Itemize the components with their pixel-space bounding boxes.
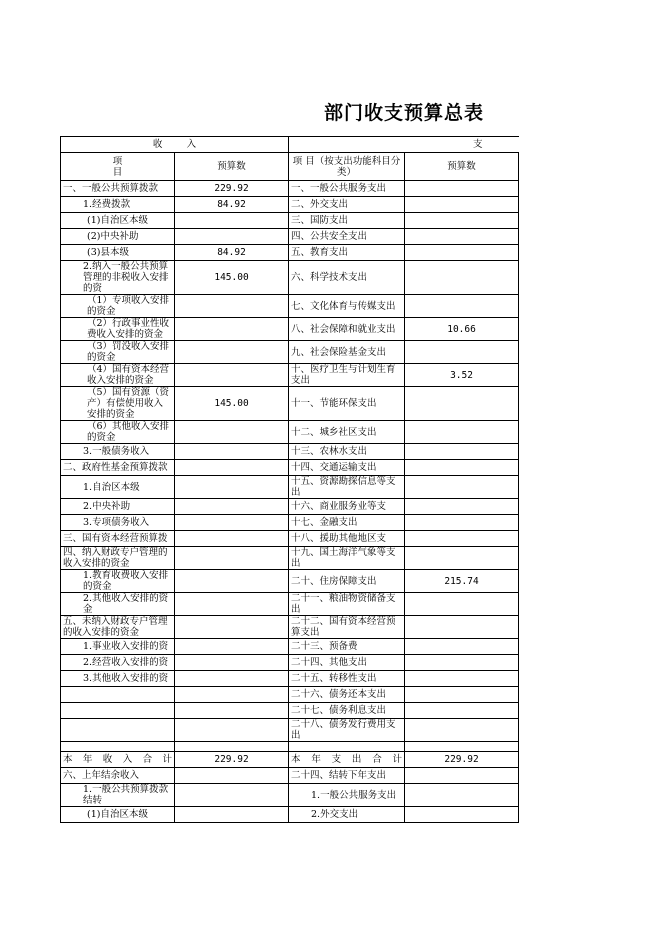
- expense-item: 二十、住房保障支出: [289, 570, 405, 593]
- spacer-row: [61, 742, 519, 752]
- expense-item: 八、社会保障和就业支出: [289, 318, 405, 341]
- table-row: [61, 261, 519, 295]
- income-item: 1.教育收费收入安排的资金: [61, 570, 175, 593]
- income-item: 四、纳入财政专户管理的收入安排的资金: [61, 547, 175, 570]
- table-row: [61, 213, 519, 229]
- table-row: [61, 318, 519, 341]
- income-item: 六、上年结余收入: [61, 768, 175, 784]
- income-item: （6）其他收入安排的资金: [61, 421, 175, 444]
- income-item: （5）国有资源（资产）有偿使用收入安排的资金: [61, 387, 175, 421]
- expense-amount: [405, 181, 519, 197]
- income-amount: [175, 570, 289, 593]
- table-row: [61, 784, 519, 807]
- expense-amount: [405, 444, 519, 460]
- income-amount: [175, 421, 289, 444]
- expense-item: 十七、金融支出: [289, 515, 405, 531]
- table-row: [61, 687, 519, 703]
- income-item: 1.自治区本级: [61, 476, 175, 499]
- income-budget-header: 预算数: [175, 153, 289, 181]
- expense-amount: [405, 421, 519, 444]
- expense-amount: [405, 295, 519, 318]
- expense-amount: 215.74: [405, 570, 519, 593]
- income-amount: 229.92: [175, 181, 289, 197]
- expense-amount: [405, 245, 519, 261]
- expense-item: 二十五、转移性支出: [289, 671, 405, 687]
- expense-amount: [405, 593, 519, 616]
- table-row: [61, 768, 519, 784]
- expense-amount: [405, 460, 519, 476]
- expense-item: 二十四、结转下年支出: [289, 768, 405, 784]
- expense-item: 十六、商业服务业等支: [289, 499, 405, 515]
- expense-item: 二十七、债务利息支出: [289, 703, 405, 719]
- table-row: [61, 460, 519, 476]
- expense-item: 十二、城乡社区支出: [289, 421, 405, 444]
- income-item: 2.其他收入安排的资金: [61, 593, 175, 616]
- income-item: 1.事业收入安排的资: [61, 639, 175, 655]
- income-item: 3.其他收入安排的资: [61, 671, 175, 687]
- expense-amount: [405, 213, 519, 229]
- expense-budget-header: 预算数: [405, 153, 519, 181]
- expense-item: 十三、农林水支出: [289, 444, 405, 460]
- income-item: 2.经营收入安排的资: [61, 655, 175, 671]
- table-row: [61, 387, 519, 421]
- income-item: （3）罚没收入安排的资金: [61, 341, 175, 364]
- table-row: [61, 245, 519, 261]
- expense-item: 七、文化体育与传媒支出: [289, 295, 405, 318]
- income-amount: [175, 719, 289, 742]
- income-item: [61, 687, 175, 703]
- budget-table: [60, 136, 519, 823]
- income-item: 二、政府性基金预算拨款: [61, 460, 175, 476]
- table-row: [61, 719, 519, 742]
- income-item: 三、国有资本经营预算拨: [61, 531, 175, 547]
- expense-amount: 3.52: [405, 364, 519, 387]
- income-amount: [175, 687, 289, 703]
- table-row: [61, 499, 519, 515]
- income-item: 3.一般债务收入: [61, 444, 175, 460]
- income-amount: [175, 547, 289, 570]
- header-row-columns: [61, 153, 519, 181]
- expense-amount: [405, 671, 519, 687]
- income-amount: 145.00: [175, 387, 289, 421]
- expense-amount: [405, 784, 519, 807]
- income-amount: [175, 784, 289, 807]
- expense-amount: [405, 719, 519, 742]
- income-amount: [175, 295, 289, 318]
- table-row: [61, 547, 519, 570]
- table-row: [61, 639, 519, 655]
- expense-item: 十一、节能环保支出: [289, 387, 405, 421]
- income-item: (1)自治区本级: [61, 213, 175, 229]
- income-amount: [175, 807, 289, 823]
- income-item: （2）行政事业性收费收入安排的资金: [61, 318, 175, 341]
- income-section-header: 收 入: [61, 137, 289, 153]
- income-item: [61, 703, 175, 719]
- expense-amount: [405, 229, 519, 245]
- table-row: [61, 515, 519, 531]
- expense-item: 二十六、债务还本支出: [289, 687, 405, 703]
- expense-amount: [405, 687, 519, 703]
- income-item: 1.一般公共预算拨款结转: [61, 784, 175, 807]
- expense-item: 十、医疗卫生与计划生育支出: [289, 364, 405, 387]
- table-row: [61, 476, 519, 499]
- totals-row: [61, 752, 519, 768]
- expense-amount: [405, 655, 519, 671]
- income-item: (1)自治区本级: [61, 807, 175, 823]
- expense-amount: [405, 703, 519, 719]
- income-item: (3)县本级: [61, 245, 175, 261]
- expense-amount: [405, 499, 519, 515]
- expense-amount: [405, 531, 519, 547]
- table-row: [61, 570, 519, 593]
- expense-item: 二十四、其他支出: [289, 655, 405, 671]
- income-amount: 84.92: [175, 197, 289, 213]
- income-amount: [175, 639, 289, 655]
- expense-amount: 10.66: [405, 318, 519, 341]
- expense-section-header: [289, 137, 519, 153]
- expense-item: 一、一般公共服务支出: [289, 181, 405, 197]
- income-amount: [175, 499, 289, 515]
- expense-amount: [405, 261, 519, 295]
- expense-item: 二十八、债务发行费用支出: [289, 719, 405, 742]
- expense-item: 二十二、国有资本经营预算支出: [289, 616, 405, 639]
- income-amount: [175, 364, 289, 387]
- expense-item: 十五、资源勘探信息等支出: [289, 476, 405, 499]
- income-amount: [175, 229, 289, 245]
- income-amount: [175, 655, 289, 671]
- expense-item: 十九、国土海洋气象等支出: [289, 547, 405, 570]
- table-row: [61, 807, 519, 823]
- income-item: 五、未纳入财政专户管理的收入安排的资金: [61, 616, 175, 639]
- table-row: [61, 295, 519, 318]
- expense-item: 十八、援助其他地区支: [289, 531, 405, 547]
- income-amount: [175, 593, 289, 616]
- table-row: [61, 364, 519, 387]
- expense-item: 五、教育支出: [289, 245, 405, 261]
- income-item: 3.专项债务收入: [61, 515, 175, 531]
- income-item: 2.中央补助: [61, 499, 175, 515]
- income-total-amount: 229.92: [175, 752, 289, 768]
- header-row-section: [61, 137, 519, 153]
- table-row: [61, 593, 519, 616]
- expense-amount: [405, 341, 519, 364]
- table-row: [61, 616, 519, 639]
- income-item: (2)中央补助: [61, 229, 175, 245]
- income-amount: 145.00: [175, 261, 289, 295]
- income-item: [61, 719, 175, 742]
- income-amount: [175, 616, 289, 639]
- expense-amount: [405, 768, 519, 784]
- expense-amount: [405, 387, 519, 421]
- table-row: [61, 181, 519, 197]
- expense-amount: [405, 547, 519, 570]
- income-item: （4）国有资本经营收入安排的资金: [61, 364, 175, 387]
- expense-item: 二十一、粮油物资储备支出: [289, 593, 405, 616]
- expense-section-label: 支: [473, 139, 483, 150]
- income-amount: [175, 476, 289, 499]
- table-row: [61, 671, 519, 687]
- income-amount: [175, 341, 289, 364]
- income-amount: [175, 671, 289, 687]
- expense-amount: [405, 807, 519, 823]
- table-row: [61, 197, 519, 213]
- expense-item: 2.外交支出: [289, 807, 405, 823]
- expense-amount: [405, 476, 519, 499]
- income-item: 一、一般公共预算拨款: [61, 181, 175, 197]
- income-amount: [175, 703, 289, 719]
- expense-amount: [405, 616, 519, 639]
- expense-total-amount: 229.92: [405, 752, 519, 768]
- income-item-header: 项 目: [61, 153, 175, 181]
- income-amount: [175, 318, 289, 341]
- expense-item: 三、国防支出: [289, 213, 405, 229]
- expense-item: 四、公共安全支出: [289, 229, 405, 245]
- expense-item-header: 项 目（按支出功能科目分类）: [289, 153, 405, 181]
- income-item: 2.纳入一般公共预算管理的非税收入安排的资: [61, 261, 175, 295]
- expense-item: 二、外交支出: [289, 197, 405, 213]
- table-row: [61, 531, 519, 547]
- income-amount: [175, 531, 289, 547]
- income-amount: [175, 444, 289, 460]
- expense-item: 六、科学技术支出: [289, 261, 405, 295]
- expense-item: 二十三、预备费: [289, 639, 405, 655]
- empty-cell: [405, 742, 519, 752]
- income-item: 1.经费拨款: [61, 197, 175, 213]
- page-title: 部门收支预算总表: [324, 102, 485, 124]
- table-row: [61, 229, 519, 245]
- empty-cell: [175, 742, 289, 752]
- income-amount: [175, 213, 289, 229]
- table-row: [61, 341, 519, 364]
- expense-amount: [405, 639, 519, 655]
- income-amount: [175, 460, 289, 476]
- income-amount: 84.92: [175, 245, 289, 261]
- empty-cell: [289, 742, 405, 752]
- expense-item: 十四、交通运输支出: [289, 460, 405, 476]
- table-row: [61, 703, 519, 719]
- table-row: [61, 444, 519, 460]
- expense-item: 九、社会保险基金支出: [289, 341, 405, 364]
- expense-item: 1.一般公共服务支出: [289, 784, 405, 807]
- expense-total-label: 本年支出合计: [289, 752, 405, 768]
- table-row: [61, 655, 519, 671]
- income-item: （1）专项收入安排的资金: [61, 295, 175, 318]
- income-total-label: 本年收入合计: [61, 752, 175, 768]
- income-amount: [175, 768, 289, 784]
- empty-cell: [61, 742, 175, 752]
- table-row: [61, 421, 519, 444]
- income-amount: [175, 515, 289, 531]
- expense-amount: [405, 197, 519, 213]
- expense-amount: [405, 515, 519, 531]
